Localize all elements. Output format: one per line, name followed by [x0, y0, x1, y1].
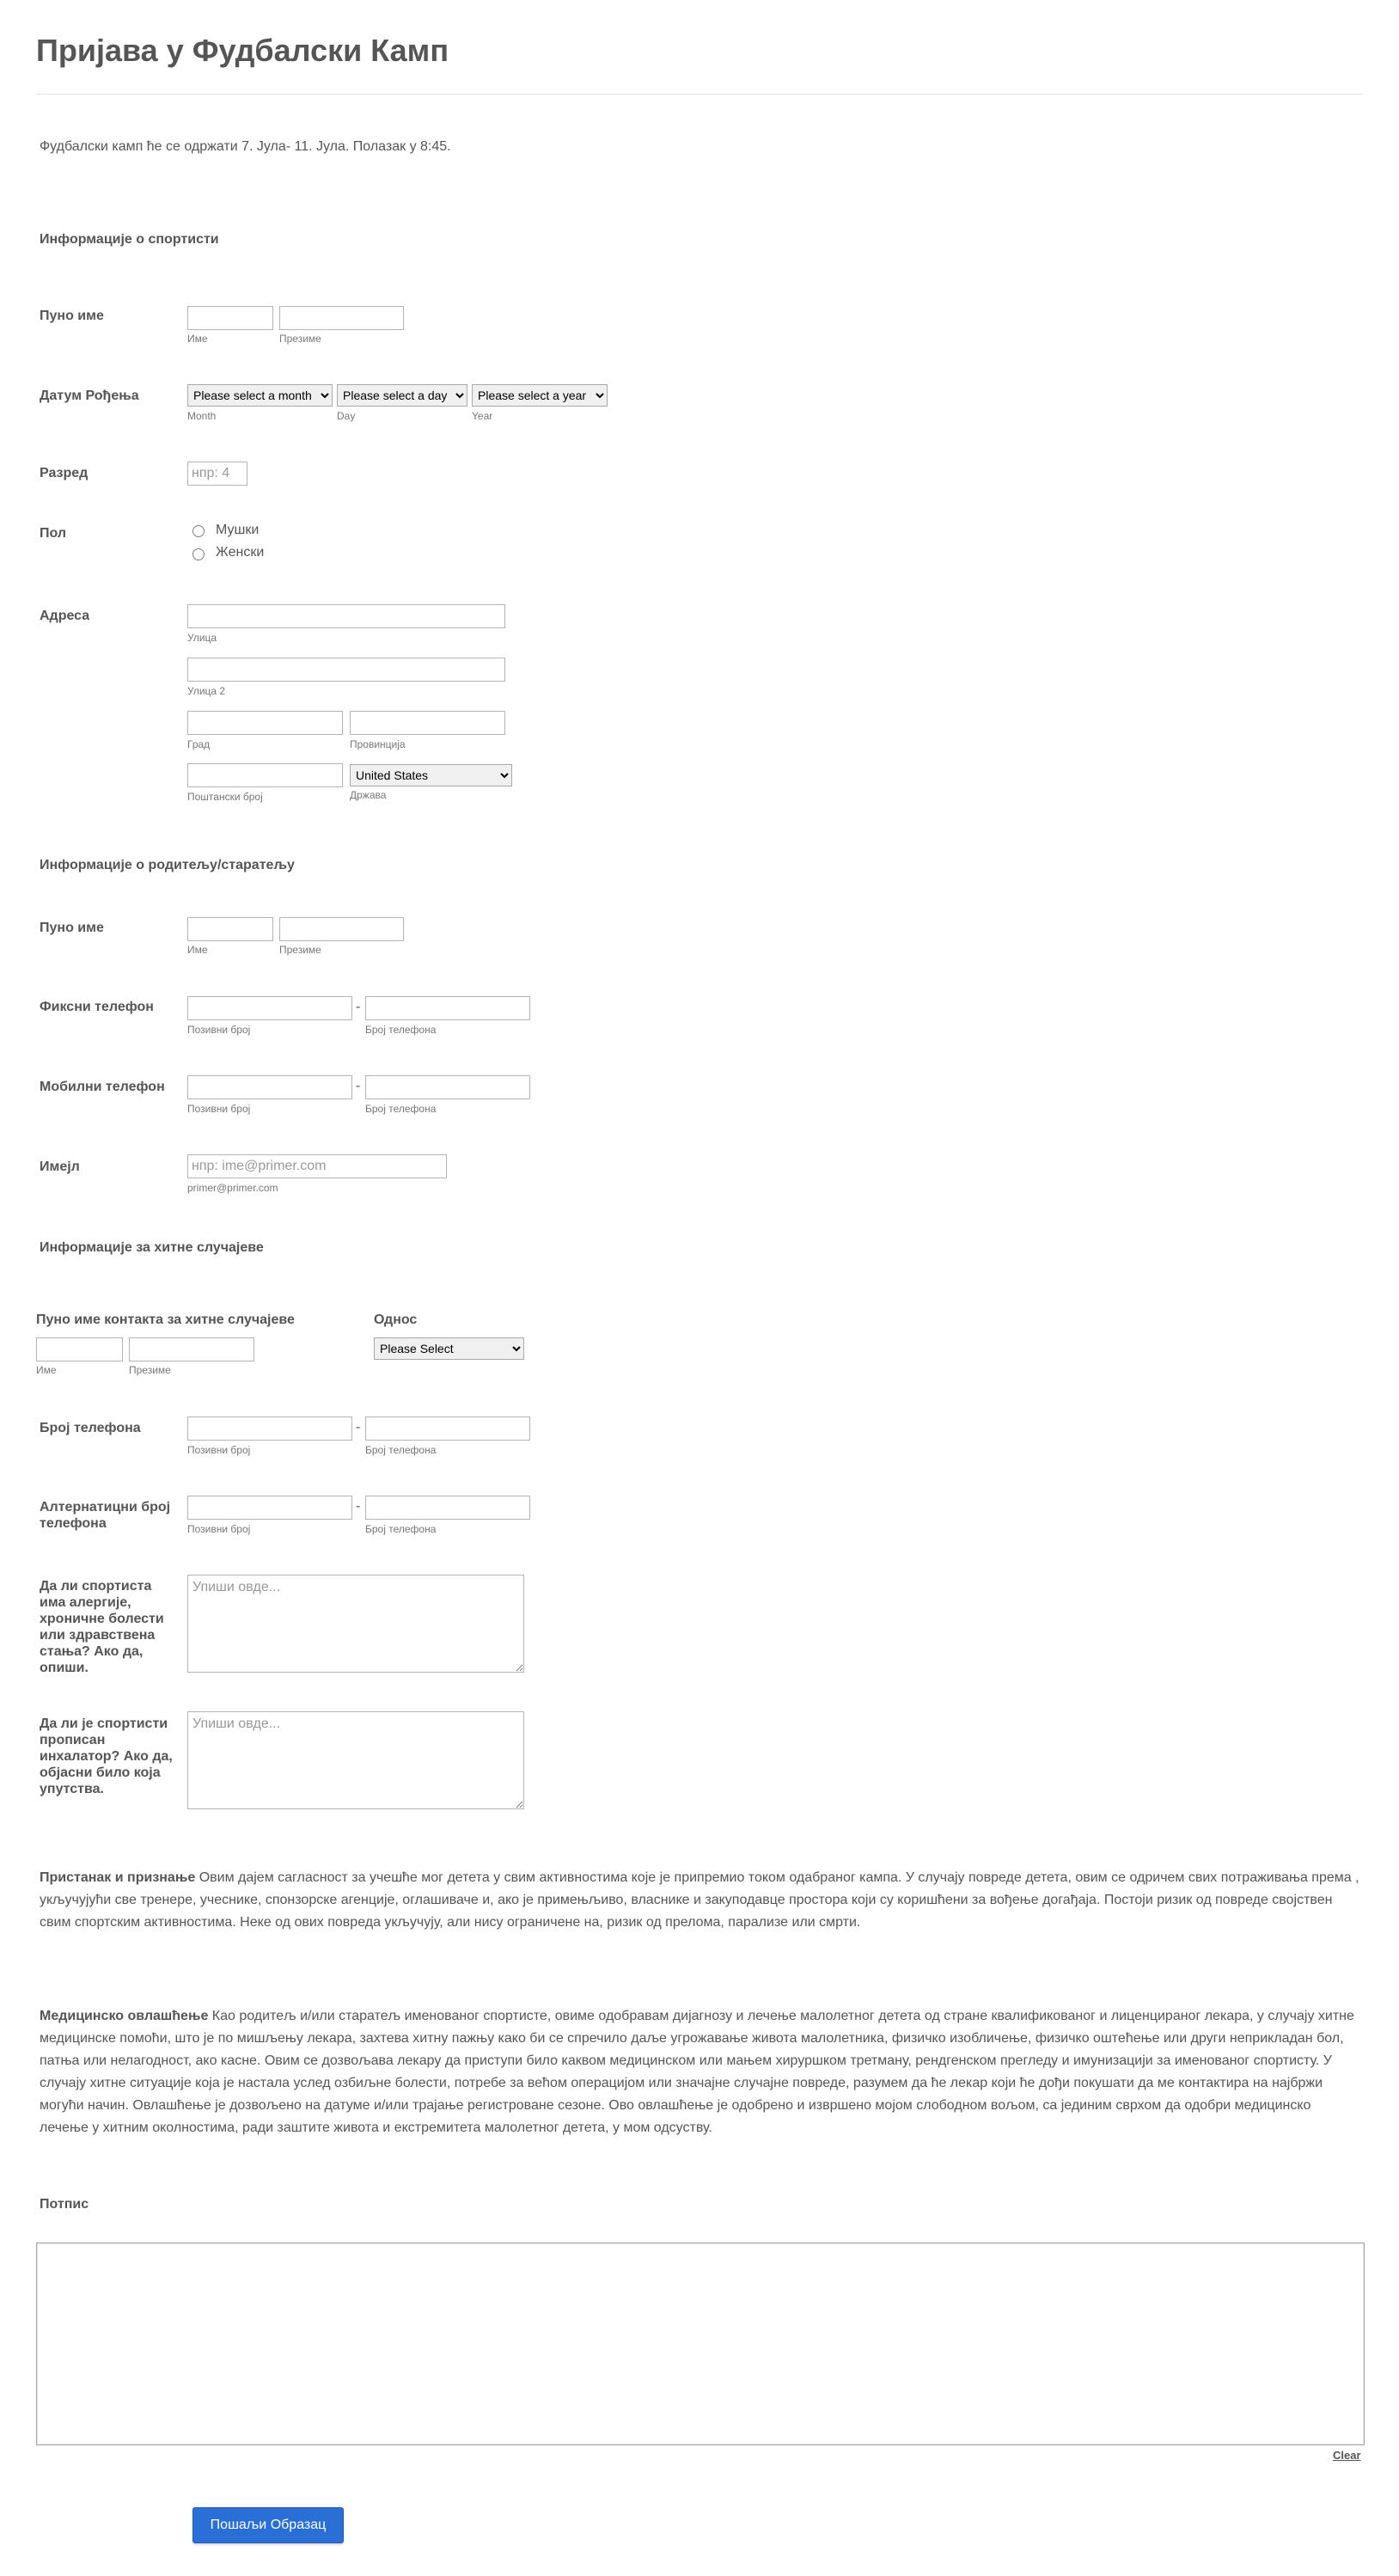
- gender-female-radio[interactable]: [192, 548, 205, 560]
- alt-phone-label: Алтернатицни број телефона: [40, 1500, 171, 1531]
- gender-male-label[interactable]: Мушки: [216, 523, 260, 537]
- landline-number-sublabel: Број телефона: [365, 1024, 437, 1036]
- waiver-title: Пристанак и признање: [40, 1870, 196, 1885]
- allergies-textarea[interactable]: [187, 1575, 524, 1673]
- athlete-full-name-label: Пуно име: [40, 309, 104, 323]
- emergency-first-name-sublabel: Име: [36, 1364, 57, 1376]
- emergency-phone-label: Број телефона: [40, 1421, 141, 1435]
- athlete-first-name-input[interactable]: [187, 306, 273, 330]
- inhaler-textarea[interactable]: [187, 1711, 524, 1809]
- alt-phone-area-sublabel: Позивни број: [187, 1523, 251, 1535]
- city-sublabel: Град: [187, 738, 211, 750]
- parent-last-name-input[interactable]: [279, 917, 404, 941]
- waiver-text: Овим дајем сагласност за учешће мог детета у свим активностима које је припремио током одабраног кампа. У случају повреде детета, овим се одричем свих потраживања према , укључујући све тренере, учеснике, спонзорске агенције, оглашиваче и, ако је примењљиво, власнике и закуподавце простора који су коришћени за вођење догађаја. Постоји ризик од повреде својствен свим спортским активностима. Неке од ових повреда укључују, али нису ограничене на, ризик од прелома, парализе или смрти.: [40, 1870, 1359, 1930]
- grade-input[interactable]: [187, 462, 247, 486]
- gender-female-label[interactable]: Женски: [216, 545, 265, 560]
- emergency-section-heading: Информације за хитне случајеве: [40, 1240, 264, 1255]
- country-select[interactable]: [350, 764, 512, 786]
- street-sublabel: Улица: [187, 632, 217, 644]
- street2-sublabel: Улица 2: [187, 685, 226, 697]
- landline-dash: -: [356, 1000, 361, 1014]
- street-input[interactable]: [187, 604, 505, 628]
- mobile-label: Мобилни телефон: [40, 1080, 165, 1094]
- dob-month-sublabel: Month: [187, 410, 217, 422]
- dob-label: Датум Рођења: [40, 389, 139, 403]
- alt-phone-number-sublabel: Број телефона: [365, 1523, 437, 1535]
- relation-select[interactable]: [374, 1337, 524, 1360]
- dob-day-sublabel: Day: [337, 410, 356, 422]
- athlete-last-name-input[interactable]: [279, 306, 404, 330]
- postal-code-input[interactable]: [187, 763, 343, 787]
- dob-year-sublabel: Year: [472, 410, 493, 422]
- emergency-phone-number-sublabel: Број телефона: [365, 1444, 437, 1456]
- waiver-paragraph: [40, 1867, 1363, 1934]
- alt-phone-dash: -: [356, 1499, 361, 1514]
- emergency-phone-number-input[interactable]: [365, 1416, 530, 1441]
- mobile-area-sublabel: Позивни број: [187, 1103, 251, 1115]
- signature-pad[interactable]: [36, 2243, 1365, 2445]
- emergency-contact-label: Пуно име контакта за хитне случајеве: [36, 1312, 295, 1327]
- inhaler-label: Да ли је спортисти прописан инхалатор? Ако да, објасни било која упутства.: [40, 1716, 173, 1796]
- gender-label: Пол: [40, 526, 67, 541]
- emergency-first-name-input[interactable]: [36, 1337, 123, 1361]
- gender-male-radio[interactable]: [192, 525, 205, 537]
- parent-section-heading: Информације о родитељу/старатељу: [40, 858, 295, 872]
- emergency-phone-dash: -: [356, 1420, 361, 1435]
- landline-number-input[interactable]: [365, 996, 530, 1020]
- mobile-number-input[interactable]: [365, 1075, 530, 1099]
- medical-paragraph: [40, 2005, 1363, 2139]
- email-label: Имејл: [40, 1160, 80, 1174]
- parent-full-name-label: Пуно име: [40, 921, 104, 935]
- signature-clear-link[interactable]: Clear: [1333, 2449, 1361, 2462]
- city-input[interactable]: [187, 711, 343, 735]
- allergies-label: Да ли спортиста има алергије, хроничне болести или здравствена стања? Ако да, опиши.: [40, 1579, 164, 1675]
- parent-last-name-sublabel: Презиме: [279, 944, 321, 956]
- athlete-section-heading: Информације о спортисти: [40, 232, 219, 247]
- relation-label: Однос: [374, 1312, 418, 1327]
- emergency-last-name-input[interactable]: [129, 1337, 254, 1361]
- alt-phone-area-input[interactable]: [187, 1496, 352, 1520]
- landline-area-sublabel: Позивни број: [187, 1024, 251, 1036]
- intro-text: Фудбалски камп ће се одржати 7. Јула- 11. Јула. Полазак у 8:45.: [40, 139, 451, 154]
- email-input[interactable]: [187, 1154, 447, 1178]
- header-divider: [36, 94, 1363, 95]
- landline-area-input[interactable]: [187, 996, 352, 1020]
- dob-year-select[interactable]: [472, 384, 608, 407]
- dob-month-select[interactable]: [187, 384, 333, 407]
- email-sublabel: primer@primer.com: [187, 1182, 278, 1194]
- country-sublabel: Држава: [350, 789, 387, 801]
- province-sublabel: Провинција: [350, 738, 406, 750]
- page-title: Пријава у Фудбалски Камп: [36, 33, 449, 68]
- mobile-area-input[interactable]: [187, 1075, 352, 1099]
- grade-label: Разред: [40, 466, 89, 480]
- emergency-last-name-sublabel: Презиме: [129, 1364, 171, 1376]
- emergency-phone-area-input[interactable]: [187, 1416, 352, 1441]
- signature-label: Потпис: [40, 2197, 89, 2212]
- mobile-number-sublabel: Број телефона: [365, 1103, 437, 1115]
- alt-phone-number-input[interactable]: [365, 1496, 530, 1520]
- athlete-last-name-sublabel: Презиме: [279, 333, 321, 345]
- medical-title: Медицинско овлашћење: [40, 2009, 209, 2023]
- athlete-first-name-sublabel: Име: [187, 333, 208, 345]
- street2-input[interactable]: [187, 658, 505, 682]
- medical-text: Као родитељ и/или старатељ именованог спортисте, овиме одобравам дијагнозу и лечење малолетног детета од стране квалификованог и лиценцираног лекара, у случају хитне медицинске помоћи, што је по мишљењу лекара, захтева хитну пажњу како би се спречило даље угрожавање живота малолетника, физичко изобличење, физичко оштећење или други неприкладан бол, патња или нелагодност, ако касне. Овим се дозвољава лекару да приступи било каквом медицинском или мањем хируршком третману, рендгенском прегледу и имунизацији за именованог спортисту. У случају хитне ситуације која је настала услед озбиљне болести, потребе за већом операцијом или значајне случајне повреде, разумем да ће лекар који ће дођи покушати да ме контактира на најбржи могући начин. Овлашћење је дозвољено на датуме и/или трајање регистроване сезоне. Ово овлашћење је одобрено и извршено мојом слободном вољом, са јединим сврхом да одобри медицинско лечење у хитним околностима, ради заштите живота и екстремитета малолетног детета, у мом одсуству.: [40, 2009, 1354, 2135]
- submit-button[interactable]: Пошаљи Образац: [192, 2507, 344, 2543]
- parent-first-name-input[interactable]: [187, 917, 273, 941]
- emergency-phone-area-sublabel: Позивни број: [187, 1444, 251, 1456]
- landline-label: Фиксни телефон: [40, 1000, 154, 1014]
- parent-first-name-sublabel: Име: [187, 944, 208, 956]
- address-label: Адреса: [40, 609, 90, 623]
- province-input[interactable]: [350, 711, 505, 735]
- dob-day-select[interactable]: [337, 384, 467, 407]
- postal-code-sublabel: Поштански број: [187, 791, 263, 803]
- mobile-dash: -: [356, 1079, 361, 1093]
